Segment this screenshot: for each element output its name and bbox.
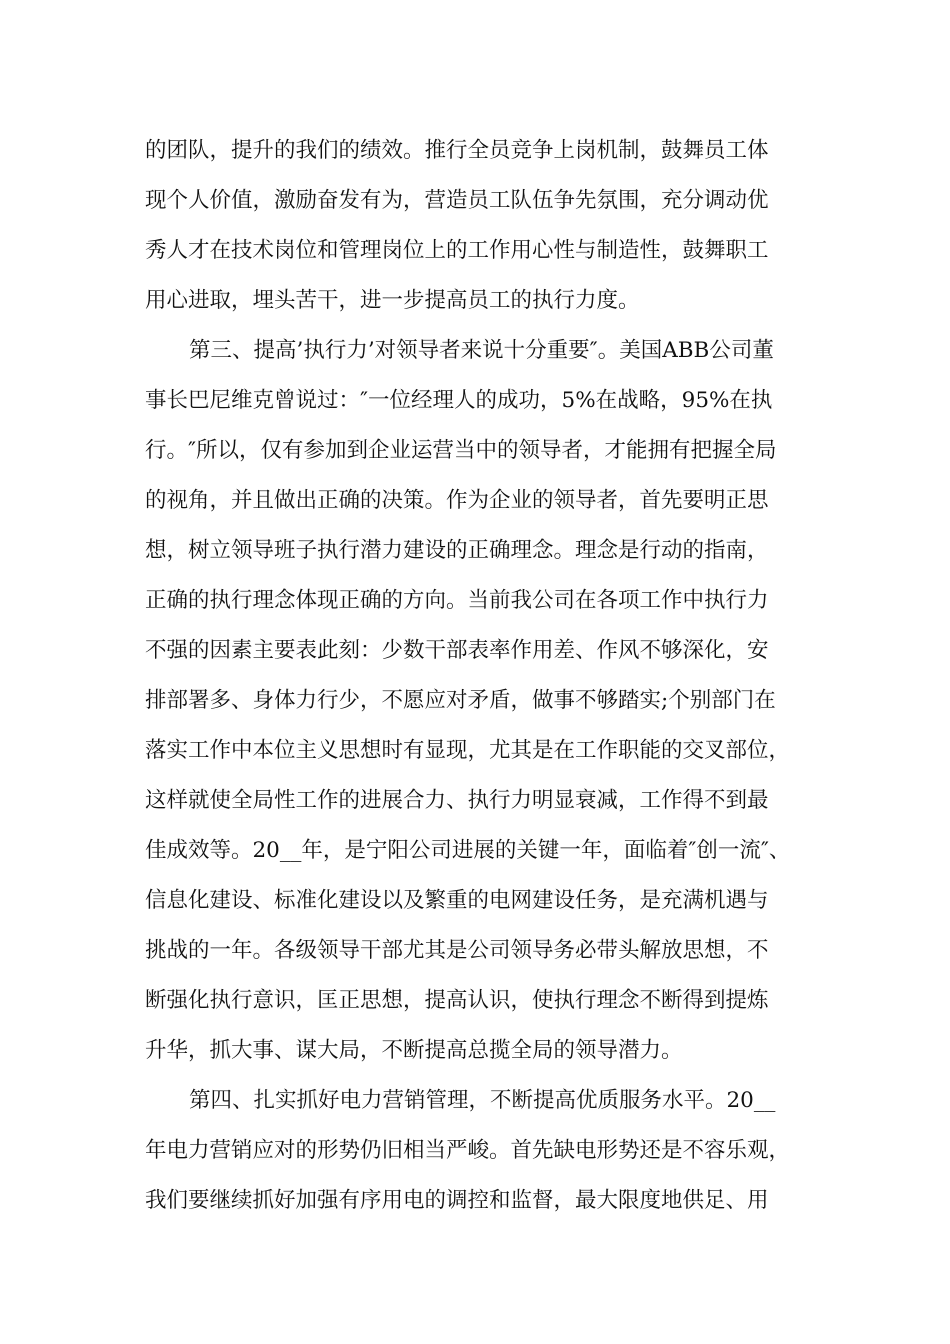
- text-line: 事长巴尼维克曾说过：″一位经理人的成功，5%在战略，95%在执: [145, 388, 773, 413]
- text-line: 的团队，提升的我们的绩效。推行全员竞争上岗机制，鼓舞员工体: [145, 138, 769, 163]
- text-line: 不强的因素主要表此刻：少数干部表率作用差、作风不够深化，安: [145, 638, 769, 663]
- text-line: 这样就使全局性工作的进展合力、执行力明显衰减，工作得不到最: [145, 788, 769, 813]
- text-line: 用心进取，埋头苦干，进一步提高员工的执行力度。: [145, 288, 640, 313]
- text-line: 行。″所以，仅有参加到企业运营当中的领导者，才能拥有把握全局: [145, 438, 777, 463]
- text-line: 排部署多、身体力行少，不愿应对矛盾，做事不够踏实;个别部门在: [145, 688, 776, 713]
- text-line: 秀人才在技术岗位和管理岗位上的工作用心性与制造性，鼓舞职工: [145, 238, 769, 263]
- text-line: 正确的执行理念体现正确的方向。当前我公司在各项工作中执行力: [145, 588, 769, 613]
- text-line: 落实工作中本位主义思想时有显现，尤其是在工作职能的交叉部位，: [145, 738, 791, 763]
- paragraph-start-line: 第三、提高’执行力’对领导者来说十分重要″。美国ABB公司董: [189, 338, 774, 363]
- text-line: 断强化执行意识，匡正思想，提高认识，使执行理念不断得到提炼: [145, 988, 769, 1013]
- text-line: 现个人价值，激励奋发有为，营造员工队伍争先氛围，充分调动优: [145, 188, 769, 213]
- text-line: 年电力营销应对的形势仍旧相当严峻。首先缺电形势还是不容乐观，: [145, 1138, 791, 1163]
- text-line: 信息化建设、标准化建设以及繁重的电网建设任务，是充满机遇与: [145, 888, 769, 913]
- text-line: 佳成效等。20__年，是宁阳公司进展的关键一年，面临着″创一流″、: [145, 838, 791, 863]
- text-line: 的视角，并且做出正确的决策。作为企业的领导者，首先要明正思: [145, 488, 769, 513]
- paragraph-start-line: 第四、扎实抓好电力营销管理，不断提高优质服务水平。20__: [189, 1088, 776, 1113]
- text-line: 升华，抓大事、谋大局，不断提高总揽全局的领导潜力。: [145, 1038, 683, 1063]
- text-line: 我们要继续抓好加强有序用电的调控和监督，最大限度地供足、用: [145, 1188, 769, 1213]
- text-line: 挑战的一年。各级领导干部尤其是公司领导务必带头解放思想，不: [145, 938, 769, 963]
- text-line: 想，树立领导班子执行潜力建设的正确理念。理念是行动的指南，: [145, 538, 769, 563]
